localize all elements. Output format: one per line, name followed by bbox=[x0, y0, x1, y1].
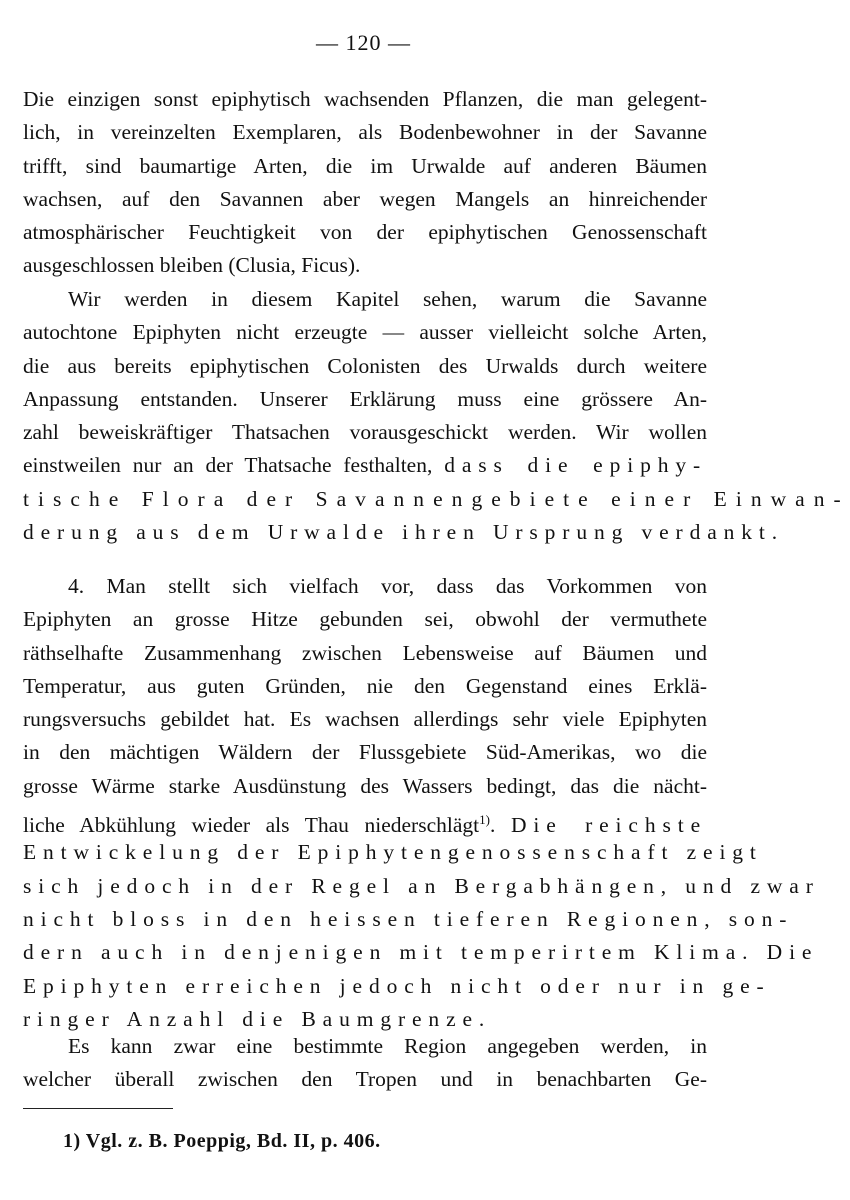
text-line: Epiphyten an grosse Hitze gebunden sei, obwohl der vermuthete bbox=[23, 607, 707, 632]
text-line: Die einzigen sonst epiphytisch wachsenden Pflanzen, die man gelegent- bbox=[23, 87, 707, 111]
spaced-emphasis: dass die epiphy- bbox=[444, 453, 707, 478]
footnote-marker: 1) bbox=[479, 812, 490, 828]
paragraph-4 bbox=[23, 1030, 707, 1097]
spaced-emphasis-line: Entwickelung der Epiphytengenossenschaft zeigt bbox=[23, 840, 763, 865]
text-line: zahl beweiskräftiger Thatsachen vorausgeschickt werden. Wir wollen bbox=[23, 420, 707, 445]
spaced-emphasis-line: derung aus dem Urwalde ihren Ursprung verdankt. bbox=[23, 520, 784, 545]
text-line: lich, in vereinzelten Exemplaren, als Bodenbewohner in der Savanne bbox=[23, 120, 707, 145]
text-segment: einstweilen nur an der Thatsache festhalten, bbox=[23, 453, 433, 478]
spaced-emphasis-line: nicht bloss in den heissen tieferen Regionen, son- bbox=[23, 906, 794, 931]
spaced-emphasis-line: Epiphyten erreichen jedoch nicht oder nur in ge- bbox=[23, 973, 771, 998]
text-line: liche Abkühlung wieder als Thau niederschlägt$^{1)}$. Die reichste bbox=[23, 812, 707, 838]
text-line: Temperatur, aus guten Gründen, nie den Gegenstand eines Erklä- bbox=[23, 673, 707, 698]
text-line: ausgeschlossen bleiben (Clusia, Ficus). bbox=[23, 253, 361, 278]
text-line bbox=[23, 449, 707, 482]
text-line: die aus bereits epiphytischen Colonisten des Urwalds durch weitere bbox=[23, 353, 707, 378]
paragraph-2 bbox=[23, 283, 850, 549]
text-line: 4. Man stellt sich vielfach vor, dass das Vorkommen von bbox=[68, 574, 707, 598]
paragraph-3 bbox=[23, 570, 820, 1036]
paragraph-1 bbox=[23, 83, 707, 283]
text-line: räthselhafte Zusammenhang zwischen Lebensweise auf Bäumen und bbox=[23, 640, 707, 665]
text-line: atmosphärischer Feuchtigkeit von der epiphytischen Genossenschaft bbox=[23, 220, 707, 245]
spaced-emphasis-line: tische Flora der Savannengebiete einer Einwan- bbox=[23, 486, 850, 511]
spaced-emphasis: Die reichste bbox=[510, 813, 707, 838]
text-line: autochtone Epiphyten nicht erzeugte — ausser vielleicht solche Arten, bbox=[23, 320, 707, 345]
text-line: welcher überall zwischen den Tropen und in benachbarten Ge- bbox=[23, 1067, 707, 1092]
text-line: Wir werden in diesem Kapitel sehen, warum die Savanne bbox=[68, 287, 707, 311]
text-line: in den mächtigen Wäldern der Flussgebiete Süd-Amerikas, wo die bbox=[23, 740, 707, 765]
text-line: trifft, sind baumartige Arten, die im Urwalde auf anderen Bäumen bbox=[23, 153, 707, 178]
spaced-emphasis-line: ringer Anzahl die Baumgrenze. bbox=[23, 1006, 492, 1031]
text-line: Anpassung entstanden. Unserer Erklärung muss eine grössere An- bbox=[23, 386, 707, 411]
footnote-divider bbox=[23, 1108, 173, 1109]
page-number: — 120 — bbox=[316, 30, 411, 55]
text-segment: liche Abkühlung wieder als Thau niederschlägt bbox=[23, 813, 480, 838]
text-line: rungsversuchs gebildet hat. Es wachsen allerdings sehr viele Epiphyten bbox=[23, 707, 707, 732]
text-line: grosse Wärme starke Ausdünstung des Wassers bedingt, das die nächt- bbox=[23, 773, 707, 798]
spaced-emphasis-line: dern auch in denjenigen mit temperirtem Klima. Die bbox=[23, 940, 819, 965]
text-line: wachsen, auf den Savannen aber wegen Mangels an hinreichender bbox=[23, 186, 707, 211]
text-line: Es kann zwar eine bestimmte Region angegeben werden, in bbox=[68, 1034, 707, 1058]
footnote: 1) Vgl. z. B. Poeppig, Bd. II, p. 406. bbox=[63, 1130, 381, 1152]
spaced-emphasis-line: sich jedoch in der Regel an Bergabhängen, und zwar bbox=[23, 873, 820, 898]
